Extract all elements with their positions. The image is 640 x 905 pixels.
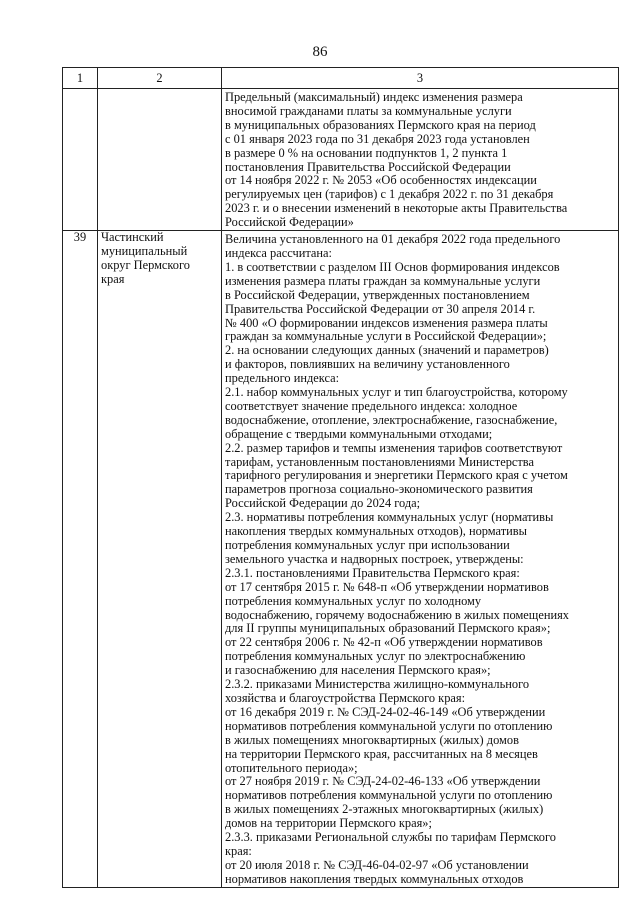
content-text-line: на территории Пермского края, рассчитанных на 8 месяцев — [225, 746, 538, 761]
content-text-line: водоснабжению, горячему водоснабжению в жилых помещениях — [225, 607, 569, 622]
content-text-line: 2.3.2. приказами Министерства жилищно-коммунального — [225, 677, 530, 692]
content-text-line: в размере 0 % на основании подпунктов 1, 2 пункта 1 — [225, 145, 508, 160]
content-text-line: нормативов потребления коммунальной услуги по отоплению — [225, 788, 553, 803]
content-text-line: от 22 сентября 2006 г. № 42-п «Об утверждении нормативов — [225, 635, 543, 650]
content-text-line: в Российской Федерации, утвержденных постановлением — [225, 287, 530, 302]
content-text-line: граждан за коммунальные услуги в Российской Федерации»; — [225, 329, 547, 344]
content-text-line: накопления твердых коммунальных отходов), нормативы — [225, 524, 527, 539]
content-text-line: 2.3.1. постановлениями Правительства Пермского края: — [225, 565, 520, 580]
content-text-line: 1. в соответствии с разделом III Основ формирования индексов — [225, 259, 560, 274]
content-text-line: Предельный (максимальный) индекс изменения размера — [225, 90, 523, 104]
content-text-line: Величина установленного на 01 декабря 2022 года предельного — [225, 232, 561, 247]
content-text-line: Правительства Российской Федерации от 30 апреля 2014 г. — [225, 301, 536, 316]
content-text-line: Российской Федерации до 2024 года; — [225, 496, 421, 511]
content-text-line: и факторов, повлиявших на величину установленного — [225, 357, 510, 372]
table-row — [63, 89, 619, 231]
content-text-line: в муниципальных образованиях Пермского края на период — [225, 117, 536, 132]
content-text-line: водоснабжение, отопление, электроснабжение, газоснабжение, — [225, 412, 558, 427]
content-text-line: тарифного регулирования и энергетики Пермского края с учетом — [225, 468, 568, 483]
content-text-line: вносимой гражданами платы за коммунальные услуги — [225, 103, 512, 118]
table-header-row — [63, 68, 619, 89]
content-cell — [222, 89, 619, 231]
column-header-3: 3 — [222, 68, 619, 89]
content-text-line: соответствует значение предельного индекса: холодное — [225, 398, 518, 413]
content-text-line: изменения размера платы граждан за коммунальные услуги — [225, 273, 541, 288]
content-text-line: 2.3. нормативы потребления коммунальных услуг (нормативы — [225, 510, 554, 525]
content-text-line: 2023 г. и о внесении изменений в некоторые акты Правительства — [225, 201, 568, 216]
municipality-name-line: муниципальный — [101, 243, 188, 258]
content-text-line: и газоснабжению для населения Пермского края»; — [225, 663, 491, 678]
content-text-line: предельного индекса: — [225, 371, 340, 386]
content-text-line: с 01 января 2023 года по 31 декабря 2023 года установлен — [225, 131, 530, 146]
content-text-line: 2. на основании следующих данных (значений и параметров) — [225, 343, 549, 358]
tariff-table — [62, 67, 619, 888]
municipality-name-line: округ Пермского — [101, 257, 190, 272]
page-number: 86 — [312, 44, 328, 60]
content-text-line: потребления коммунальных услуг при использовании — [225, 538, 510, 552]
content-text-line: Российской Федерации» — [225, 215, 354, 230]
content-text-line: для II группы муниципальных образований Пермского края»; — [225, 621, 551, 636]
content-text-line: домов на территории Пермского края»; — [225, 816, 432, 831]
content-text-line: потребления коммунальных услуг по холодному — [225, 593, 482, 608]
table-row — [63, 231, 619, 888]
content-text-line: регулируемых цен (тарифов) с 1 декабря 2022 г. по 31 декабря — [225, 187, 554, 202]
content-text-line: от 27 ноября 2019 г. № СЭД-24-02-46-133 «Об утверждении — [225, 774, 541, 789]
content-text-line: в жилых помещениях 2-этажных многоквартирных (жилых) — [225, 802, 544, 817]
content-text-line: нормативов потребления коммунальной услуги по отоплению — [225, 718, 553, 733]
content-text-line: постановления Правительства Российской Федерации — [225, 159, 511, 174]
column-header-2: 2 — [98, 68, 222, 89]
content-text-line: тарифам, установленным постановлениями Министерства — [225, 454, 534, 469]
municipality-cell — [98, 231, 222, 888]
content-text-line: № 400 «О формировании индексов изменения размера платы — [225, 315, 548, 330]
content-text-line: индекса рассчитана: — [225, 245, 332, 260]
municipality-cell — [98, 89, 222, 231]
content-text-line: 2.1. набор коммунальных услуг и тип благоустройства, которому — [225, 385, 568, 400]
row-number-cell: 39 — [63, 231, 98, 888]
content-cell — [222, 231, 619, 888]
content-text-line: края: — [225, 843, 252, 858]
content-text-line: земельного участка и надворных построек, утверждены: — [225, 551, 524, 566]
content-text-line: от 14 ноября 2022 г. № 2053 «Об особенностях индексации — [225, 173, 537, 188]
content-text-line: хозяйства и благоустройства Пермского края: — [225, 690, 466, 705]
content-text-line: нормативов накопления твердых коммунальных отходов — [225, 871, 524, 886]
content-text-line: от 16 декабря 2019 г. № СЭД-24-02-46-149 «Об утверждении — [225, 704, 546, 719]
column-header-1: 1 — [63, 68, 98, 89]
content-text-line: 2.3.3. приказами Региональной службы по тарифам Пермского — [225, 830, 556, 845]
content-text-line: обращение с твердыми коммунальными отходами; — [225, 426, 493, 441]
content-text-line: параметров прогноза социально-экономического развития — [225, 482, 533, 497]
content-text-line: от 17 сентября 2015 г. № 648-п «Об утверждении нормативов — [225, 579, 549, 594]
municipality-name-line: Частинский — [101, 230, 164, 245]
content-text-line: от 20 июля 2018 г. № СЭД-46-04-02-97 «Об установлении — [225, 857, 529, 872]
content-text-line: отопительного периода»; — [225, 760, 358, 775]
municipality-name-line: края — [101, 271, 125, 286]
content-text-line: в жилых помещениях многоквартирных (жилых) домов — [225, 732, 519, 747]
content-text-line: потребления коммунальных услуг по электроснабжению — [225, 649, 526, 664]
row-number-cell — [63, 89, 98, 231]
content-text-line: 2.2. размер тарифов и темпы изменения тарифов соответствуют — [225, 440, 563, 455]
